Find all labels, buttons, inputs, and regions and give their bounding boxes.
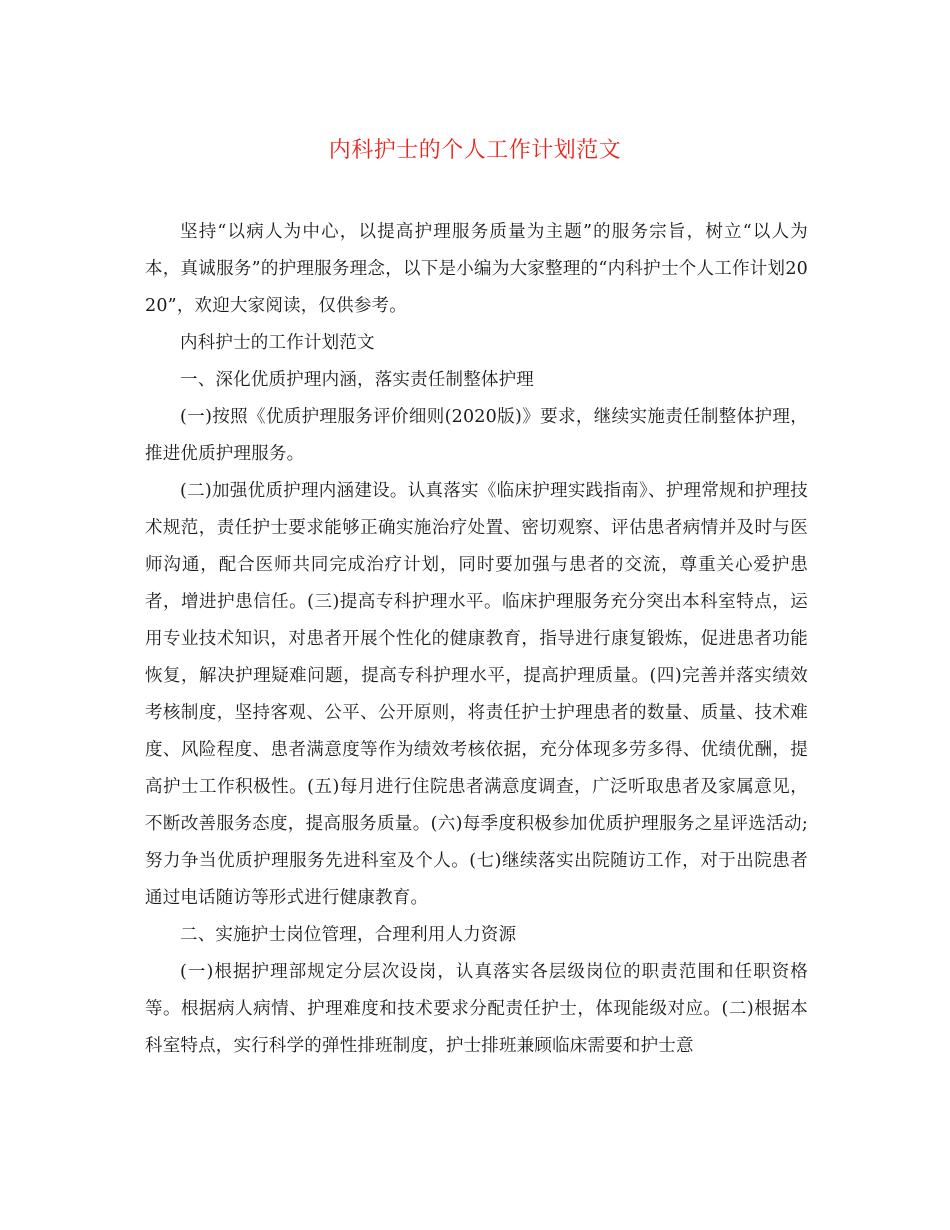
section-heading-plan: 内科护士的工作计划范文 (180, 333, 375, 353)
document-title: 内科护士的个人工作计划范文 (328, 138, 622, 163)
paragraph-1-1: (一)按照《优质护理服务评价细则(2020版)》要求，继续实施责任制整体护理，推进优质护理服务。 (145, 407, 808, 464)
intro-paragraph: 坚持“以病人为中心，以提高护理服务质量为主题”的服务宗旨，树立“以人为本，真诚服务”的护理服务理念，以下是小编为大家整理的“内科护士个人工作计划2020”，欢迎大家阅读，仅供参考。 (145, 222, 808, 316)
paragraph-2-1: (一)根据护理部规定分层次设岗，认真落实各层级岗位的职责范围和任职资格等。根据病人病情、护理难度和技术要求分配责任护士，体现能级对应。(二)根据本科室特点，实行科学的弹性排班制度，护士排班兼顾临床需要和护士意 (145, 962, 808, 1056)
paragraph-1-2: (二)加强优质护理内涵建设。认真落实《临床护理实践指南》、护理常规和护理技术规范，责任护士要求能够正确实施治疗处置、密切观察、评估患者病情并及时与医师沟通，配合医师共同完成治疗计划，同时要加强与患者的交流，尊重关心爱护患者，增进护患信任。(三)提高专科护理水平。临床护理服务充分突出本科室特点，运用专业技术知识，对患者开展个性化的健康教育，指导进行康复锻炼，促进患者功能恢复，解决护理疑难问题，提高专科护理水平，提高护理质量。(四)完善并落实绩效考核制度，坚持客观、公平、公开原则，将责任护士护理患者的数量、质量、技术难度、风险程度、患者满意度等作为绩效考核依据，充分体现多劳多得、优绩优酬，提高护士工作积极性。(五)每月进行住院患者满意度调查，广泛听取患者及家属意见，不断改善服务态度，提高服务质量。(六)每季度积极参加优质护理服务之星评选活动;努力争当优质护理服务先进科室及个人。(七)继续落实出院随访工作，对于出院患者通过电话随访等形式进行健康教育。 (145, 481, 808, 908)
section-heading-2: 二、实施护士岗位管理，合理利用人力资源 (180, 925, 517, 945)
document-body (145, 214, 808, 1065)
section-heading-1: 一、深化优质护理内涵，落实责任制整体护理 (180, 370, 534, 390)
